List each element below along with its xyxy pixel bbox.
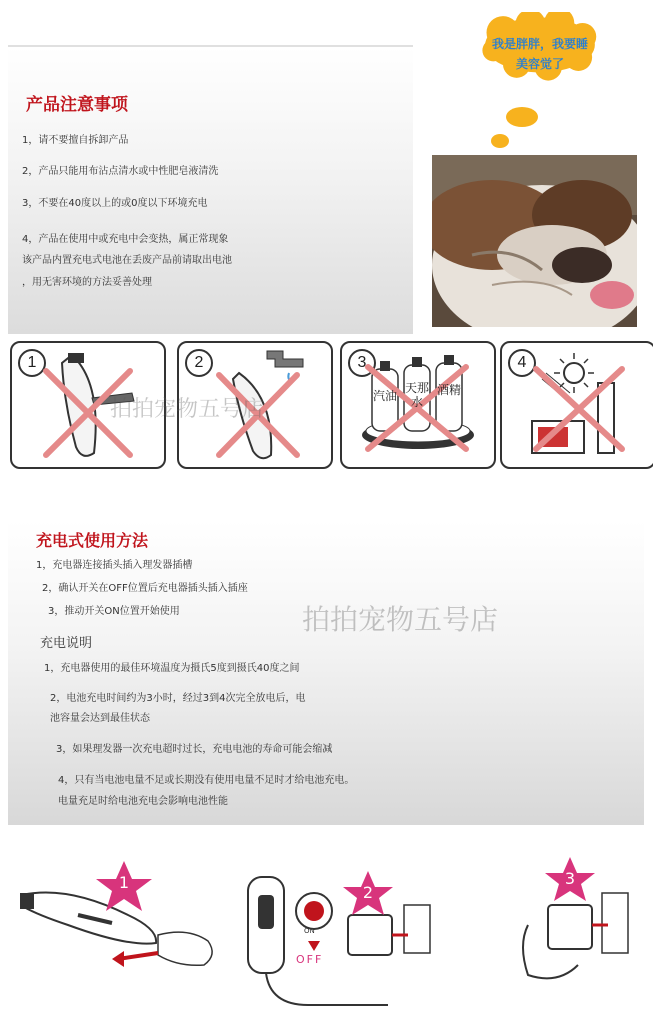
warning-icon-no-solvents: [340, 341, 496, 469]
on-label: ON: [304, 927, 315, 935]
charging-illustration: [8, 855, 644, 1020]
charge-note-2: 2，电池充电时间约为3小时，经过3到4次完全放电后，电: [50, 693, 306, 704]
usage-title: 充电式使用方法: [36, 531, 149, 550]
charge-title: 充电说明: [40, 636, 93, 651]
bottom-step-3: 3: [564, 869, 576, 888]
charge-note-1: 1，充电器使用的最佳环境温度为摄氏5度到摄氏40度之间: [44, 663, 300, 674]
off-label: OFF: [296, 953, 324, 966]
usage-step-2: 2，确认开关在OFF位置后充电器插头插入插座: [42, 583, 248, 594]
cloud-line-1: 我是胖胖，我要睡: [491, 37, 588, 51]
charge-note-2-cont: 池容量会达到最佳状态: [50, 713, 150, 724]
warning-icon-no-heat: [500, 341, 653, 469]
notice-item-4-cont: 该产品内置充电式电池在丢废产品前请取出电池: [22, 255, 232, 266]
charge-note-4: 4，只有当电池电量不足或长期没有使用电量不足时才给电池充电。: [58, 775, 355, 786]
charge-note-3: 3，如果理发器一次充电超时过长，充电电池的寿命可能会缩减: [56, 744, 333, 755]
notice-panel: [8, 45, 413, 334]
watermark-1: 拍拍宠物五号店: [110, 397, 265, 422]
bottle-label-alcohol: 酒精: [437, 383, 462, 397]
notice-item-4-end: ，用无害环境的方法妥善处理: [22, 277, 152, 288]
bottom-step-2: 2: [362, 883, 374, 902]
step-number: 4: [508, 349, 536, 377]
watermark-2: 拍拍宠物五号店: [302, 603, 499, 636]
notice-item-2: 2，产品只能用布沾点清水或中性肥皂液清洗: [22, 166, 219, 177]
usage-step-3: 3，推动开关ON位置开始使用: [48, 606, 180, 617]
sleeping-bulldog-photo: [432, 155, 637, 327]
usage-step-1: 1，充电器连接插头插入理发器插槽: [36, 560, 193, 571]
charge-note-4-cont: 电量充足时给电池充电会影响电池性能: [58, 796, 228, 807]
notice-title: 产品注意事项: [26, 95, 128, 115]
notice-item-1: 1，请不要擅自拆卸产品: [22, 135, 129, 146]
bottle-label-thinner: 天那水: [405, 381, 430, 409]
cloud-bubbles: [480, 105, 540, 155]
step-number: 2: [185, 349, 213, 377]
cloud-text: [468, 34, 612, 74]
notice-item-3: 3，不要在40度以上的或0度以下环境充电: [22, 198, 208, 209]
bottle-label-gasoline: 汽油: [373, 389, 398, 403]
charging-steps-drawing: [8, 855, 644, 1020]
bottom-step-1: 1: [118, 873, 130, 892]
notice-item-4: 4，产品在使用中或充电中会变热，属正常现象: [22, 234, 229, 245]
step-number: 3: [348, 349, 376, 377]
cloud-line-2: 美容觉了: [515, 57, 564, 71]
step-number: 1: [18, 349, 46, 377]
